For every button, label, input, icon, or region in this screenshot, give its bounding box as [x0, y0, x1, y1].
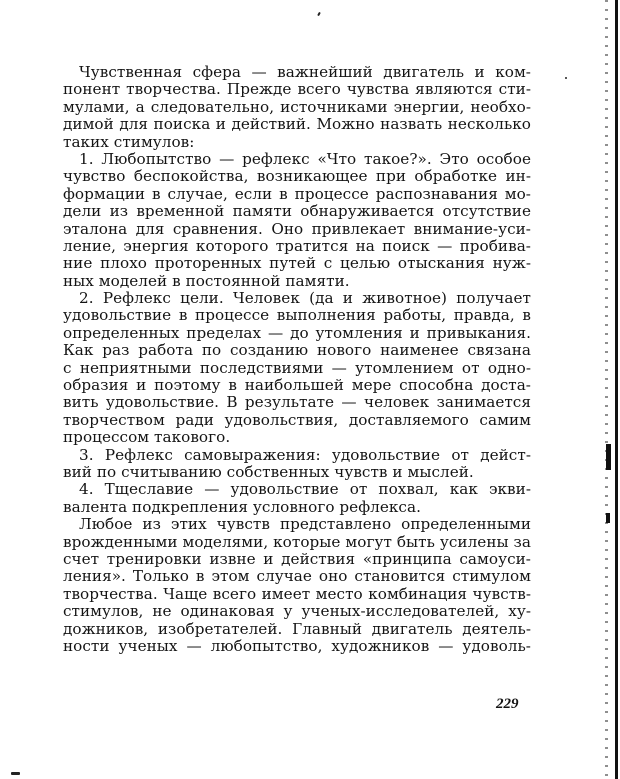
scan-speck: [11, 772, 20, 775]
body-text: [63, 64, 531, 655]
text-line: 4. Тщеславие — удовольствие от похвал, как экви-: [79, 480, 531, 499]
page-edge-shadow: [605, 0, 608, 779]
text-line: Чувственная сфера — важнейший двигатель и ком-: [79, 63, 531, 81]
text-line: вить удовольствие. В результате — человек занимается: [63, 393, 531, 412]
page-number: 229: [496, 696, 519, 712]
text-line: дели из временной памяти обнаруживается отсутствие: [63, 202, 531, 221]
text-line: определенных пределах — до утомления и привыкания.: [63, 323, 531, 342]
paragraph: [63, 290, 531, 447]
text-line: удовольствие в процессе выполнения работы, правда, в: [63, 306, 531, 325]
text-line: 3. Рефлекс самовыражения: удовольствие от дейст-: [79, 445, 531, 464]
paragraph: [63, 516, 531, 655]
scan-speck: [565, 77, 567, 79]
text-line: димой для поиска и действий. Можно назвать несколько: [63, 115, 531, 134]
text-line: процессом такового.: [63, 428, 231, 447]
paragraph: [63, 481, 531, 516]
text-line: ных моделей в постоянной памяти.: [63, 271, 350, 290]
text-line: Как раз работа по созданию нового наименее связана: [63, 341, 531, 360]
text-line: Любое из этих чувств представлено определенными: [79, 515, 531, 534]
text-line: чувство беспокойства, возникающее при обработке ин-: [63, 167, 531, 186]
text-line: творчеством ради удовольствия, доставляемого самим: [63, 410, 531, 429]
page-edge-border: [615, 0, 618, 779]
page-edge-mark: [606, 444, 611, 470]
text-line: ние плохо проторенных путей с целью отыскания нуж-: [63, 254, 531, 273]
text-line: ления». Только в этом случае оно становится стимулом: [63, 567, 531, 586]
text-line: таких стимулов:: [63, 132, 195, 151]
text-line: формации в случае, если в процессе распознавания мо-: [63, 184, 531, 203]
text-line: валента подкрепления условного рефлекса.: [63, 497, 421, 516]
text-line: мулами, а следовательно, источниками энергии, необхо-: [63, 97, 531, 116]
text-line: 1. Любопытство — рефлекс «Что такое?». Это особое: [79, 149, 531, 168]
paragraph: [63, 64, 531, 151]
text-line: врожденными моделями, которые могут быть усилены за: [63, 532, 531, 551]
text-line: понент творчества. Прежде всего чувства являются сти-: [63, 80, 531, 99]
text-line: стимулов, не одинаковая у ученых-исследователей, ху-: [63, 602, 531, 621]
text-line: эталона для сравнения. Оно привлекает внимание-уси-: [63, 219, 531, 238]
paragraph: [63, 447, 531, 482]
text-line: счет тренировки извне и действия «принципа самоуси-: [63, 549, 531, 568]
text-line: образия и поэтому в наибольшей мере способна доста-: [63, 376, 531, 395]
text-line: 2. Рефлекс цели. Человек (да и животное) получает: [79, 289, 531, 308]
page-edge-mark: [606, 513, 610, 523]
text-line: дожников, изобретателей. Главный двигатель деятель-: [63, 619, 531, 638]
text-line: с неприятными последствиями — утомлением от одно-: [63, 358, 531, 377]
paragraph: [63, 151, 531, 290]
text-line: ление, энергия которого тратится на поиск — пробива-: [63, 236, 531, 255]
text-line: ности ученых — любопытство, художников — удоволь-: [63, 636, 531, 655]
scan-speck: [317, 12, 321, 16]
text-line: вий по считыванию собственных чувств и мыслей.: [63, 462, 474, 481]
text-line: творчества. Чаще всего имеет место комбинация чувств-: [63, 584, 531, 603]
